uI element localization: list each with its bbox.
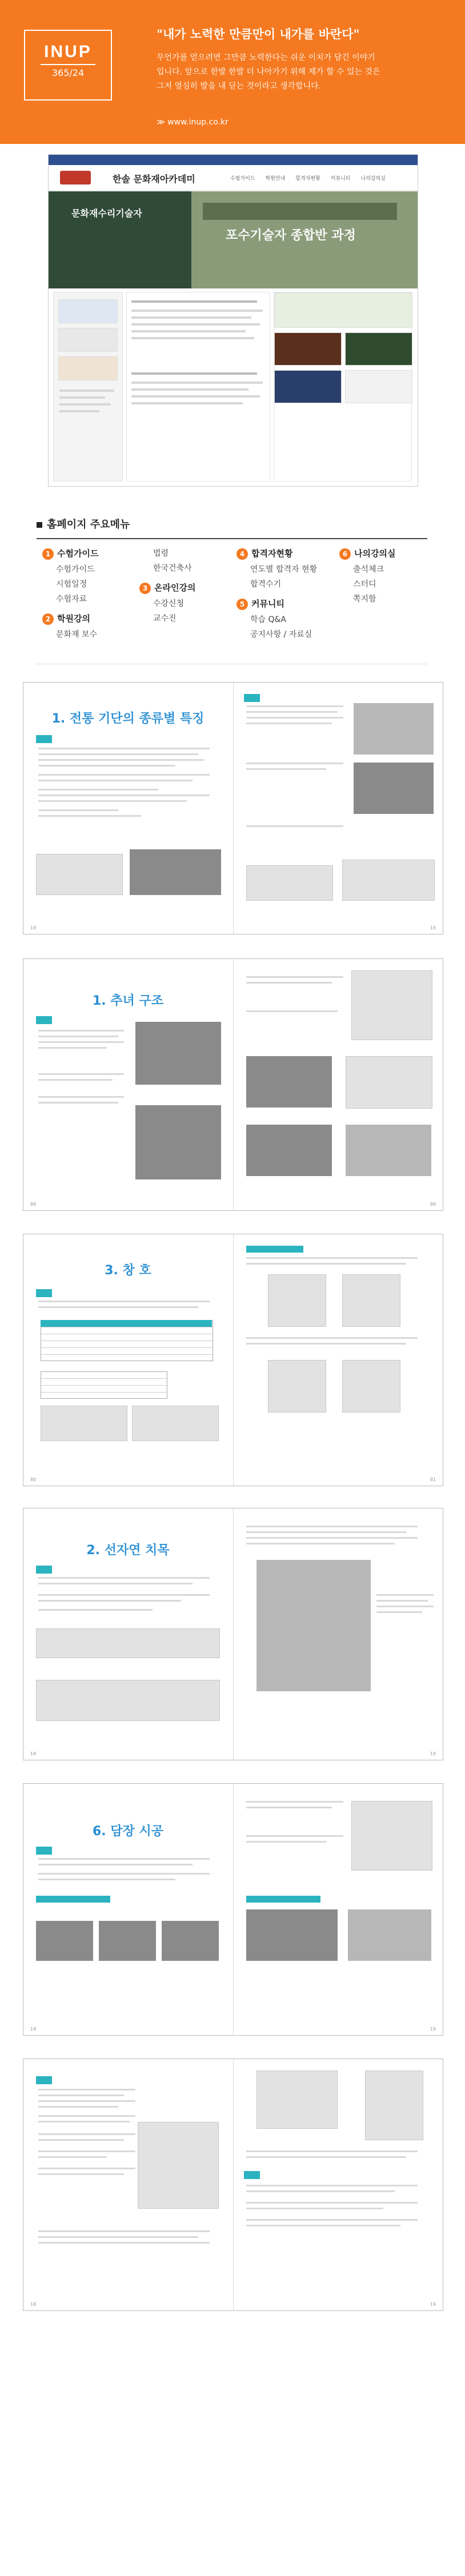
inup-logo-box	[24, 30, 112, 101]
right-page: 19	[233, 683, 443, 934]
menu-item[interactable]: 합격수기	[250, 580, 282, 589]
website-nav-item[interactable]: 수험가이드	[230, 176, 255, 182]
website-nav-item[interactable]: 나의강의실	[360, 176, 386, 182]
right-page: 19	[233, 1784, 443, 2035]
menu-item[interactable]: 연도별 합격자 현황	[250, 565, 318, 574]
left-page: 18	[23, 2059, 232, 2310]
website-nav-item[interactable]: 학원안내	[265, 176, 286, 182]
menu-column	[42, 547, 134, 640]
menu-head[interactable]: 3 온라인강의	[139, 581, 231, 594]
menu-num-badge: 3	[139, 583, 151, 594]
menu-item[interactable]: 출석체크	[353, 565, 384, 574]
intro-line-3: 그저 열심히 발을 내 딛는 것이라고 생각합니다.	[157, 82, 322, 91]
book-spread	[23, 958, 443, 1211]
right-page: 19	[233, 1508, 443, 1760]
menu-num-badge: 5	[236, 599, 248, 610]
menu-item[interactable]: 법령	[153, 549, 169, 558]
left-page: 6. 담장 시공 18	[23, 1784, 232, 2035]
menu-column	[139, 547, 231, 624]
website-notice-board	[126, 292, 270, 482]
menu-item[interactable]: 수강신청	[153, 599, 185, 608]
website-nav-item[interactable]: 합격자현황	[295, 176, 320, 182]
website-hero-left-title: 문화재수리기술자	[71, 208, 142, 219]
menu-title: 홈페이지 주요메뉴	[37, 516, 130, 531]
website-link[interactable]: ≫ www.inup.co.kr	[157, 118, 229, 127]
book-spread	[23, 1508, 443, 1760]
book-spread	[23, 682, 443, 934]
book-spread	[23, 2059, 443, 2311]
menu-item[interactable]: 문화재 보수	[56, 630, 98, 639]
menu-num-badge: 2	[42, 613, 54, 625]
website-sidebar	[53, 292, 123, 482]
menu-column	[339, 547, 425, 604]
menu-item[interactable]: 스터디	[353, 580, 376, 589]
menu-grid	[37, 538, 427, 664]
website-nav	[230, 174, 396, 182]
book-spread	[23, 1234, 443, 1486]
right-page: 81	[233, 1234, 443, 1486]
website-hero	[49, 191, 418, 288]
menu-item[interactable]: 쪽지함	[353, 595, 376, 604]
website-topbar	[49, 155, 418, 165]
website-hero-right-title: 포수기술자 종합반 과정	[226, 228, 356, 243]
menu-head[interactable]: 1 수험가이드	[42, 547, 134, 560]
website-screenshot	[48, 154, 418, 487]
chapter-title: 2. 선자연 치목	[86, 1543, 170, 1558]
intro-line-2: 입니다. 앞으로 한발 한발 더 나아가기 위해 제가 할 수 있는 것은	[157, 67, 380, 77]
website-body	[49, 292, 418, 486]
chapter-title: 1. 추녀 구조	[93, 994, 163, 1008]
right-page: 19	[233, 2059, 443, 2310]
chapter-title: 1. 전통 기단의 종류별 특징	[51, 712, 205, 726]
website-hero-roof-image	[203, 203, 397, 220]
left-page: 2. 선자연 치목 18	[23, 1508, 232, 1760]
menu-head[interactable]: 5 커뮤니티	[236, 597, 334, 610]
website-nav-item[interactable]: 커뮤니티	[330, 176, 351, 182]
website-brand: 한솔 문화재아카데미	[113, 174, 195, 184]
menu-head[interactable]: 6 나의강의실	[339, 547, 425, 560]
menu-head[interactable]: 4 합격자현황	[236, 547, 334, 560]
menu-item[interactable]: 공지사항 / 자료실	[250, 630, 312, 639]
chapter-title: 3. 창 호	[105, 1263, 151, 1278]
intro-line-1: 무언가를 얻으려면 그만큼 노력한다는 쉬운 이치가 담긴 이야기	[157, 53, 375, 62]
left-page: 1. 전통 기단의 종류별 특징 18	[23, 683, 232, 934]
website-logo	[60, 171, 91, 184]
banner-quote: "내가 노력한 만큼만이 내가를 바란다"	[157, 27, 360, 41]
website-banners	[274, 292, 412, 482]
menu-column	[236, 547, 334, 640]
menu-head[interactable]: 2 학원강의	[42, 612, 134, 625]
menu-item[interactable]: 학습 Q&A	[250, 615, 287, 624]
menu-num-badge: 6	[339, 548, 351, 560]
chapter-title: 6. 담장 시공	[93, 1824, 163, 1839]
menu-num-badge: 1	[42, 548, 54, 560]
website-header	[49, 165, 418, 191]
menu-item[interactable]: 한국건축사	[153, 564, 192, 573]
inup-logo: INUP	[44, 42, 92, 61]
left-page: 1. 추녀 구조 88	[23, 959, 232, 1210]
inup-edition: 365/24	[41, 64, 95, 78]
menu-num-badge: 4	[236, 548, 248, 560]
intro-banner	[0, 0, 465, 144]
menu-item[interactable]: 교수진	[153, 614, 177, 623]
menu-item[interactable]: 수험자료	[56, 595, 87, 604]
book-spread	[23, 1783, 443, 2036]
left-page: 3. 창 호 80	[23, 1234, 232, 1486]
menu-item[interactable]: 시험일정	[56, 580, 87, 589]
right-page: 89	[233, 959, 443, 1210]
menu-item[interactable]: 수험가이드	[56, 565, 95, 574]
